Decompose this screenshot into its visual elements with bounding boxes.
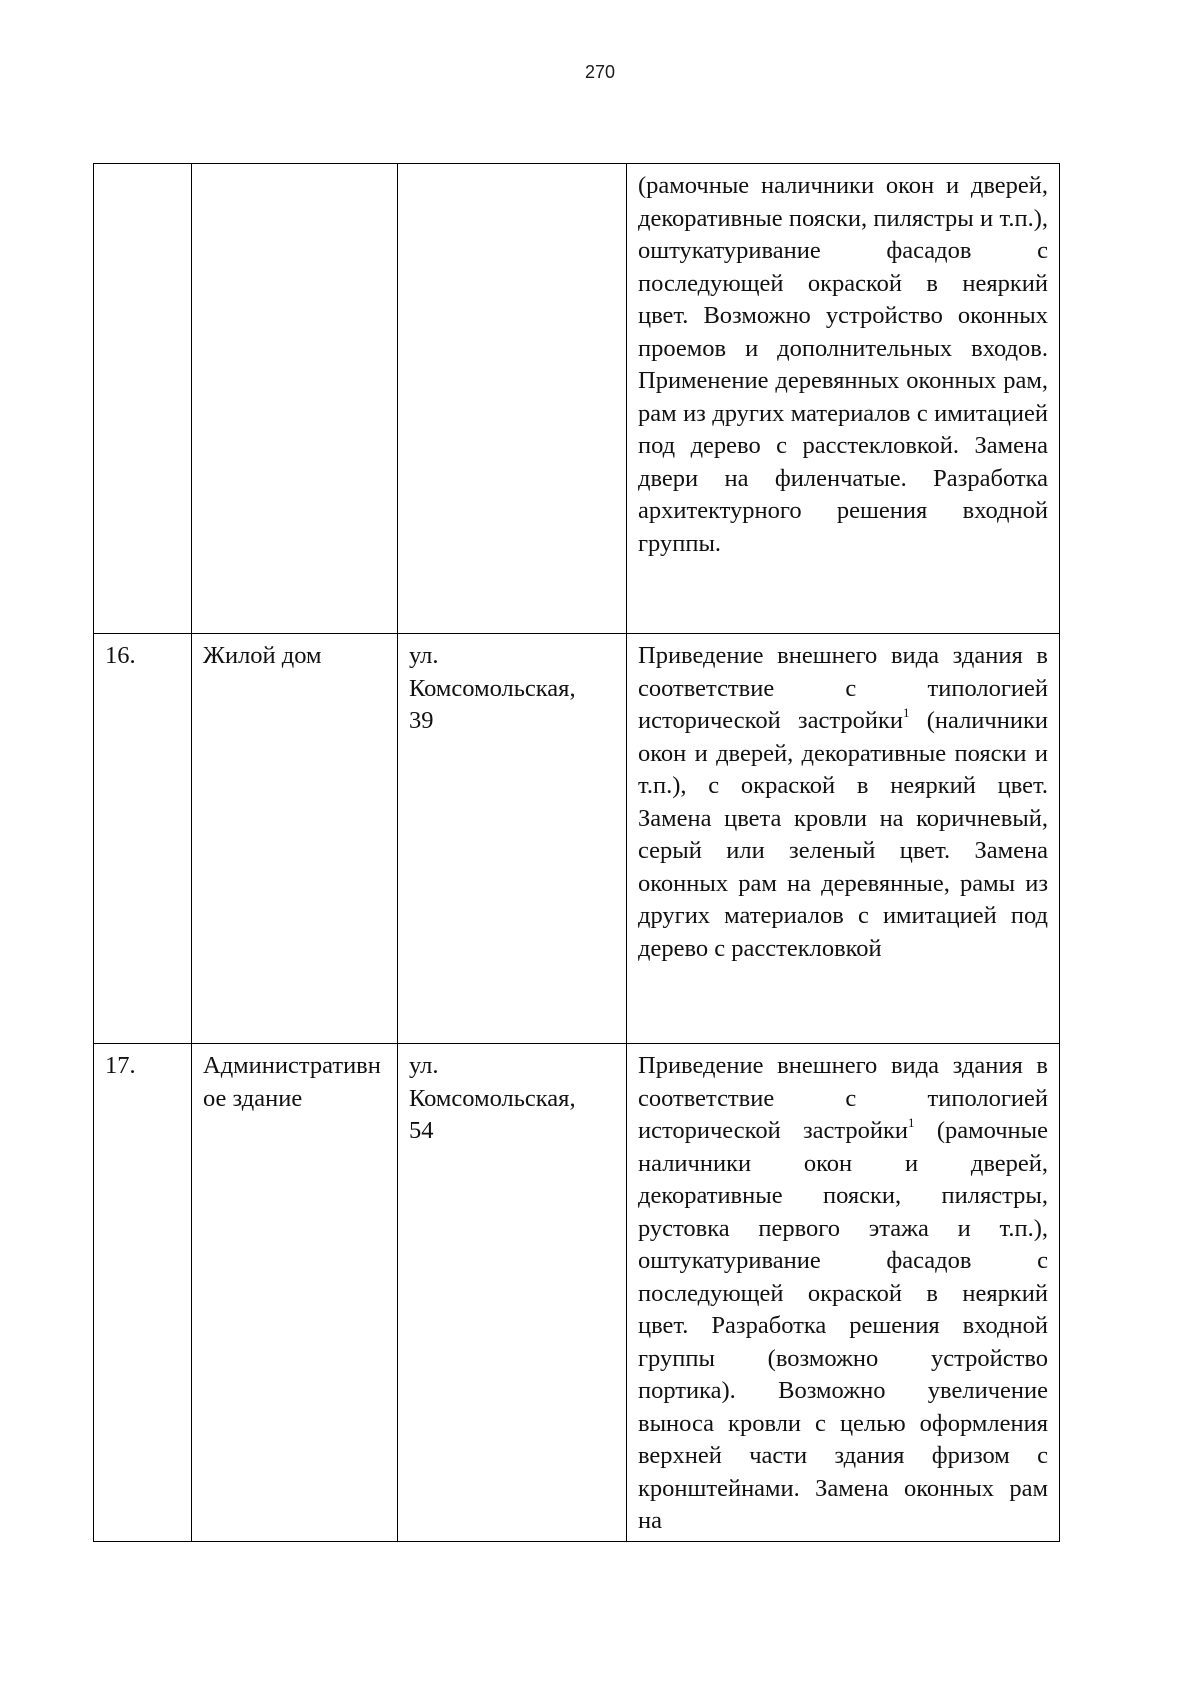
row-number-cell bbox=[94, 164, 192, 634]
description-cell bbox=[627, 634, 1060, 1044]
row-number-cell: 17. bbox=[94, 1044, 192, 1542]
address-cell bbox=[398, 164, 627, 634]
footnote-marker: 1 bbox=[908, 1114, 915, 1130]
description-text: Приведение внешнего вида здания в соответствие с типологией исторической застройки bbox=[638, 642, 1048, 734]
object-name-cell bbox=[192, 164, 398, 634]
object-name-cell: Жилой дом bbox=[192, 634, 398, 1044]
description-text: (рамочные наличники окон и дверей, декоративные пояски, пилястры и т.п.), оштукатуривание фасадов с последующей окраской в неяркий цвет. Возможно устройство оконных проемов и дополнительных входов. Применение деревянных оконных рам, рам из других материалов с имитацией под дерево с расстекловкой. Замена двери на филенчатые. Разработка архитектурного решения входной группы. bbox=[638, 172, 1048, 557]
address-line: ул. bbox=[409, 1052, 439, 1079]
object-name-cell: Административное здание bbox=[192, 1044, 398, 1542]
table-row bbox=[94, 164, 1060, 634]
description-text-continued: (рамочные наличники окон и дверей, декоративные пояски, пилястры, рустовка первого этажа и т.п.), оштукатуривание фасадов с последующей окраской в неяркий цвет. Разработка решения входной группы (возможно устройство портика). Возможно увеличение выноса кровли с целью оформления верхней части здания фризом с кронштейнами. Замена оконных рам на bbox=[638, 1117, 1048, 1534]
address-cell bbox=[398, 634, 627, 1044]
address-line: 39 bbox=[409, 707, 434, 734]
description-text-continued: (наличники окон и дверей, декоративные пояски и т.п.), с окраской в неяркий цвет. Замена цвета кровли на коричневый, серый или зеленый цвет. Замена оконных рам на деревянные, рамы из других материалов с имитацией под дерево с расстекловкой bbox=[638, 707, 1048, 962]
address-line: 54 bbox=[409, 1117, 434, 1144]
address-line: Комсомольская, bbox=[409, 674, 576, 702]
description-text: Приведение внешнего вида здания в соответствие с типологией исторической застройки bbox=[638, 1052, 1048, 1144]
address-line: Комсомольская, bbox=[409, 1084, 576, 1112]
row-number-cell: 16. bbox=[94, 634, 192, 1044]
description-cell bbox=[627, 1044, 1060, 1542]
table-row bbox=[94, 1044, 1060, 1542]
description-cell bbox=[627, 164, 1060, 634]
table-row bbox=[94, 634, 1060, 1044]
objects-table bbox=[93, 163, 1060, 1542]
page-number: 270 bbox=[584, 62, 616, 82]
footnote-marker: 1 bbox=[902, 704, 910, 720]
address-cell bbox=[398, 1044, 627, 1542]
address-line: ул. bbox=[409, 642, 439, 669]
